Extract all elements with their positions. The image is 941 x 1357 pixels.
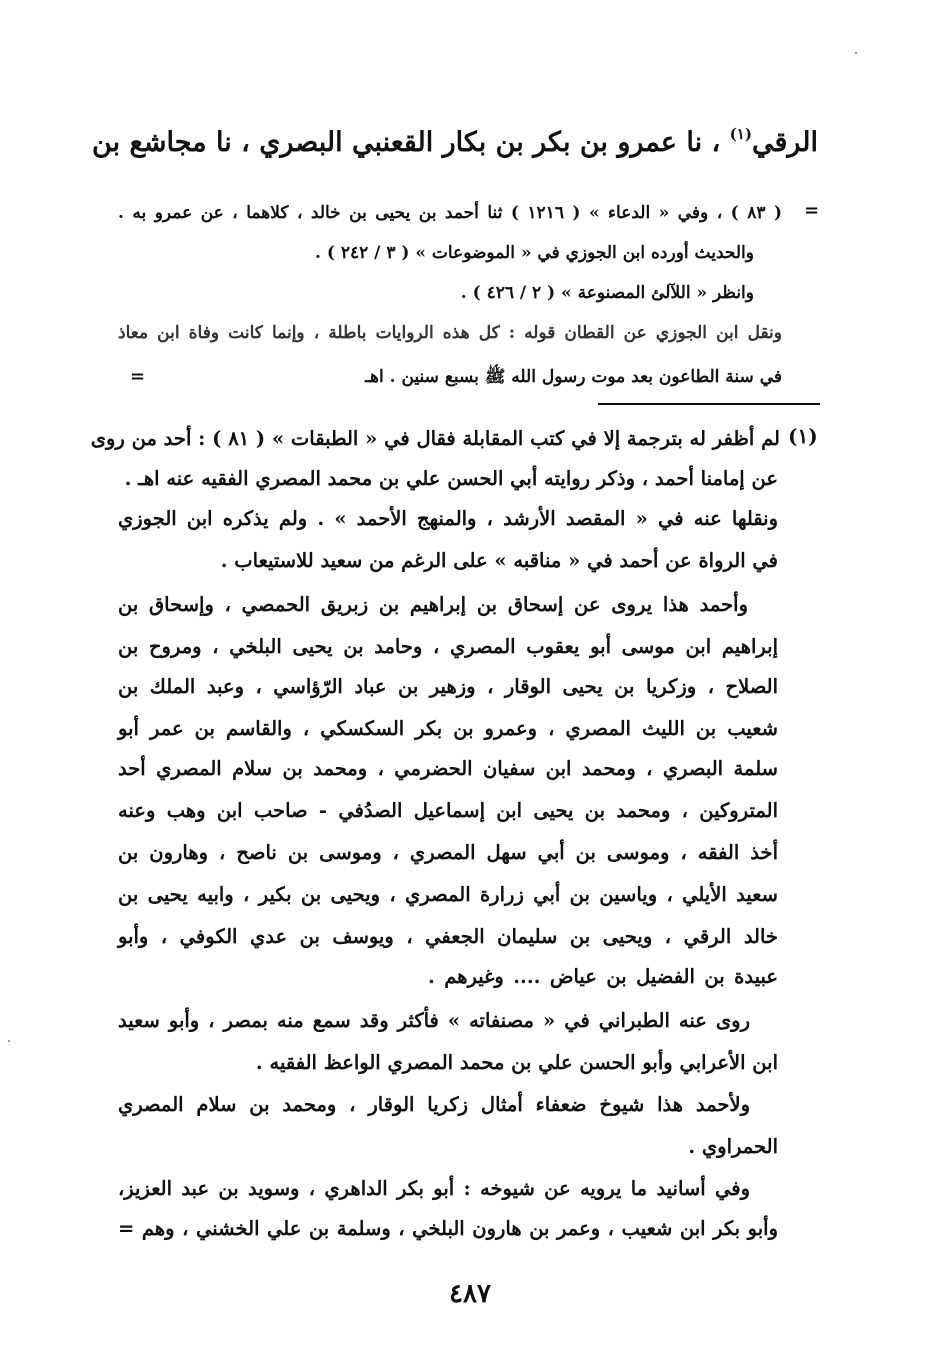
main-text-rest: ، نا عمرو بن بكر بن بكار القعنبي البصري ، نا مجاشع بن — [92, 127, 721, 158]
fn1-line-20: وأبو بكر ابن شعيب ، وعمر بن هارون البلخي ، وسلمة بن علي الخشني ، وهم = — [118, 1217, 778, 1240]
fn1-line-7: الصلاح ، وزكريا بن يحيى الوقار ، وزهير بن عباد الرّؤاسي ، وعبد الملك بن — [118, 675, 778, 698]
fn1-line-2: عن إمامنا أحمد ، وذكر روايته أبي الحسن علي بن محمد المصري الفقيه عنه اهـ . — [124, 467, 778, 490]
main-text-word: الرقي — [751, 127, 818, 158]
fn1-line-11: أخذ الفقه ، وموسى بن أبي سهل المصري ، وموسى بن ناصح ، وهارون بن — [118, 841, 778, 864]
fn83-line-4: ونقل ابن الجوزي عن القطان قوله : كل هذه الروايات باطلة ، وإنما كانت وفاة ابن معاذ — [118, 323, 782, 343]
fn1-line-13: خالد الرقي ، ويحيى بن سليمان الجعفي ، ويوسف بن عدي الكوفي ، وأبو — [118, 925, 778, 948]
continuation-marker-start: = — [804, 200, 820, 221]
fn83-line-3: وانظر « اللآلئ المصنوعة » ( ٢ / ٤٢٦ ) . — [460, 283, 754, 303]
fn83-line-2: والحديث أورده ابن الجوزي في « الموضوعات » ( ٣ / ٢٤٢ ) . — [315, 243, 754, 263]
page-number: ٤٨٧ — [449, 1279, 491, 1309]
fn1-line-14: عبيدة بن الفضيل بن عياض .... وغيرهم . — [428, 965, 778, 988]
footnote-ref-1[interactable]: (١) — [729, 125, 752, 143]
fn1-line-1: لم أظفر له بترجمة إلا في كتب المقابلة فقال في « الطبقات » ( ٨١ ) : أحد من روى — [90, 427, 780, 450]
scan-mark-top — [855, 52, 857, 54]
footnote-number-1: (١) — [788, 424, 818, 448]
fn1-line-16: ابن الأعرابي وأبو الحسن علي بن محمد المصري الواعظ الفقيه . — [255, 1051, 778, 1074]
fn1-line-15: روى عنه الطبراني في « مصنفاته » فأكثر وقد سمع منه بمصر ، وأبو سعيد — [118, 1009, 750, 1032]
fn1-line-9: سلمة البصري ، ومحمد ابن سفيان الحضرمي ، ومحمد بن سلام المصري أحد — [118, 757, 778, 780]
footnote-separator — [598, 403, 820, 405]
fn1-line-3: ونقلها عنه في « المقصد الأرشد ، والمنهج الأحمد » . ولم يذكره ابن الجوزي — [118, 507, 778, 530]
fn1-line-5: وأحمد هذا يروى عن إسحاق بن إبراهيم بن زبريق الحمصي ، وإسحاق بن — [118, 593, 748, 616]
fn1-line-19: وفي أسانيد ما يرويه عن شيوخه : أبو بكر الداهري ، وسويد بن عبد العزيز، — [118, 1177, 750, 1200]
fn1-line-17: ولأحمد هذا شيوخ ضعفاء أمثال زكريا الوقار ، ومحمد بن سلام المصري — [118, 1093, 750, 1116]
fn1-line-18: الحمراوي . — [688, 1135, 778, 1158]
fn1-line-12: سعيد الأيلي ، وياسين بن أبي زرارة المصري ، ويحيى بن بكير ، وابيه يحيى بن — [118, 883, 778, 906]
fn1-line-8: شعيب بن الليث المصري ، وعمرو بن بكر السكسكي ، والقاسم بن عمر أبو — [118, 717, 778, 740]
fn1-line-6: إبراهيم ابن موسى أبو يعقوب المصري ، وحامد بن يحيى البلخي ، ومروح بن — [118, 635, 778, 658]
continuation-marker-end: = — [130, 366, 146, 387]
fn1-line-10: المتروكين ، ومحمد بن يحيى ابن إسماعيل الصدُفي - صاحب ابن وهب وعنه — [118, 799, 778, 822]
scan-mark-left — [8, 1040, 10, 1042]
main-text-line-1 — [92, 113, 818, 158]
fn83-line-5: في سنة الطاعون بعد موت رسول الله ﷺ بسبع سنين . اهـ — [365, 367, 782, 387]
fn1-line-4: في الرواة عن أحمد في « مناقبه » على الرغم من سعيد للاستيعاب . — [220, 549, 778, 572]
fn83-line-1: ( ٨٣ ) ، وفي « الدعاء » ( ١٢١٦ ) ثنا أحمد بن يحيى بن خالد ، كلاهما ، عن عمرو به . — [118, 203, 782, 223]
